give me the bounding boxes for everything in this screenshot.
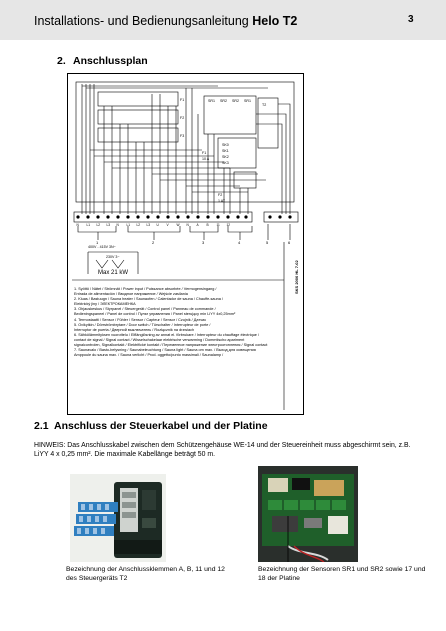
group-label: 6 [288,240,291,245]
terminal-label: L1 [126,223,131,227]
sensor-label: SR2 [232,99,239,103]
pcb-label: SK2 [222,155,229,159]
diagram-legend [74,287,288,358]
terminal-label: A [196,223,199,227]
wiring-diagram-drawing [68,74,304,415]
relay-label: F2 [180,116,185,120]
diagram-code: SKS 2000 HL 7-02 [294,260,299,294]
terminal-label: N [76,223,79,227]
side-label: T2 [262,103,267,107]
max-power-label: Max 21 kW [98,270,129,276]
group-label: 3 [202,240,205,245]
group-label: 4 [238,240,241,245]
section-title: Anschluss der Steuerkabel und der Platine [54,420,268,432]
fuse-label: F2 [218,193,223,197]
legend-line: contact de signal / Signal contact / Wisselschakelaar elektrische verwarming / Dommtischo apariment [74,337,245,342]
section-heading-steuerkabel [34,420,268,432]
legend-line: 6. Sähkölämmityksen vuorottelu / Elflänglösning av annat el. förbrukare / Interrupteur du chauffage électrique / [74,332,260,337]
terminal-label: W [176,223,180,227]
relay-label: F3 [180,134,185,138]
fuse-label: 1 AT [218,199,226,203]
heater-label: 230V 3~ [106,255,120,259]
page-header [0,0,446,40]
fuse-label: F1 [202,151,207,155]
relay-label: F1 [180,98,185,102]
terminal-label: L3 [146,223,151,227]
terminal-label: L1 [86,223,91,227]
section-number: 2.1 [34,420,49,432]
legend-line: 4. Termostaatti / Sensor / Fühler / Sensor / Capteur / Sensor / Czujnik / Датчик [74,317,206,322]
legend-line: Elektrický jiny / ЭЛЕКТРОКАМЕНКА [74,302,136,307]
terminal-label: L2 [96,223,101,227]
legend-line: 5. Ovikytkin / Dörrströmbrytare / Door switch / Türschalter / Interrupteur de porte / [74,322,211,327]
photo-pcb-sensors [258,466,358,562]
terminal-label: N [186,223,189,227]
photo-control-unit-terminals [70,474,166,562]
caption-control-unit: Bezeichnung der Anschlussklemmen A, B, 11 und 12 des Steuergeräts T2 [66,566,225,582]
legend-line: Interruptor de puerta / Дверной выключатель / Rozłącznik na drzwiach [74,327,195,332]
terminal-label: V [166,223,169,227]
terminal-label: L2 [136,223,141,227]
voltage-label: 400V - 415V 3N~ [88,245,116,249]
group-label: 2 [152,240,155,245]
section-heading-anschlussplan [57,55,148,67]
section-number: 2. [57,55,66,67]
legend-line: 2. Kiuas / Bastuugn / Sauna heater / Saunaofen / Calentador de sauna / Chauffe-sauna / [74,297,223,302]
legend-line: Entrada de alimentación / Вводное напряжение / Wejście zasilania [74,292,188,297]
terminal-label: 11 [216,223,220,227]
legend-line: 7. Saunavalo / Basto-belysning / Saunabeleuchtung / Sauna light / Sauna om max. / Выход для освещения [74,348,256,353]
sensor-label: SR1 [244,99,251,103]
legend-line: signalcontrolen, Signalkontakt / Elektrifické kontakt / Переменное напряжение электроотопления / Signal contact [74,343,268,348]
terminal-label: B [206,223,209,227]
sensor-label: SR2 [220,99,227,103]
terminal-label: N [116,223,119,227]
sensor-label: SR1 [208,99,215,103]
hinweis-note: HINWEIS: Das Anschlusskabel zwischen dem Schützengehäuse WE-14 und der Steuereinheit muss abgeschirmt sein, z.B. LiYY 4 x 0,25 mm². Die maximale Kabellänge beträgt 50 m. [34,442,411,458]
fuse-label: 10 A [202,157,210,161]
caption-pcb-sensors: Bezeichnung der Sensoren SR1 und SR2 sowie 17 und 18 der Platine [258,566,426,582]
page-number: 3 [408,14,414,25]
group-label: 5 [266,240,269,245]
pcb-label: SK1 [222,149,229,153]
legend-line: Amppoule du sauna max. / Sauna verlicht / Prod. oggetto/punto massimali / Saunalamp / [74,353,224,358]
pcb-illustration [258,466,358,562]
terminal-label: U [156,223,159,227]
control-unit-illustration [70,474,166,562]
section-title: Anschlussplan [73,55,148,67]
legend-line: 3. Ohjauskeskus / Styrpanel / Steuergerät / Control panel / Panneau de commande / [74,307,216,312]
wiring-diagram [67,73,304,415]
terminal-label: 12 [226,223,231,227]
document-title: Installations- und Bedienungsanleitung Helo T2 [34,14,298,28]
legend-line: 1. Syöttö / Nätet / Strömnät / Power input / Puissance absorbée / Vermogensingang / [74,287,217,291]
legend-line: Bedieningspaneel / Panel de control / Пульт управления / Panel sterujący min LiYY 4x0,25mm² [74,312,236,317]
pcb-label: SK0 [222,143,229,147]
pcb-label: SK3 [222,161,229,165]
group-label: 1 [96,240,99,245]
terminal-label: L3 [106,223,111,227]
